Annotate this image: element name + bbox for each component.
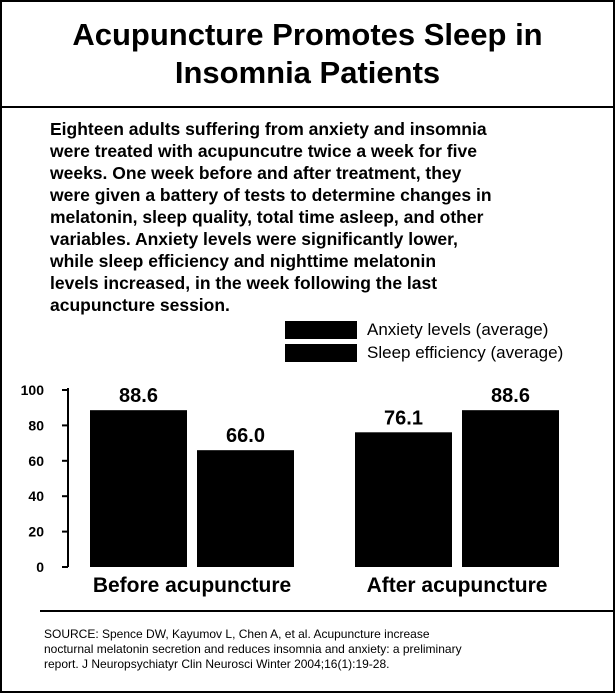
bar-anxiety-after [355, 432, 452, 567]
bar-sleep-efficiency-after [462, 410, 559, 567]
legend-label-anxiety: Anxiety levels (average) [367, 319, 549, 339]
bar-value-label: 76.1 [384, 407, 423, 430]
title-box [2, 2, 613, 108]
bar-anxiety-before [90, 410, 187, 567]
y-tick-label: 60 [28, 452, 44, 469]
legend-item-anxiety [285, 318, 563, 341]
y-tick-label: 100 [20, 382, 44, 398]
y-tick-label: 0 [36, 559, 44, 575]
chart-legend [285, 318, 563, 364]
title-line-1: Acupuncture Promotes Sleep in [72, 17, 543, 52]
legend-label-sleep-efficiency: Sleep efficiency (average) [367, 342, 564, 362]
legend-swatch-anxiety [285, 321, 357, 339]
description-line: while sleep efficiency and nighttime melatonin [50, 251, 437, 271]
description-line: acupuncture session. [50, 295, 230, 315]
source-divider [40, 610, 613, 612]
bar-value-label: 88.6 [119, 385, 158, 408]
description [50, 118, 570, 316]
x-category-label: After acupuncture [366, 574, 548, 597]
x-category-label: Before acupuncture [92, 574, 292, 597]
description-line: weeks. One week before and after treatment, they [50, 163, 462, 183]
bar-chart [0, 380, 615, 610]
source-citation [44, 627, 584, 672]
title-line-2: Insomnia Patients [174, 55, 441, 90]
legend-item-sleep-efficiency [285, 341, 563, 364]
description-line: levels increased, in the week following the last [50, 273, 438, 293]
source-line: SOURCE: Spence DW, Kayumov L, Chen A, et al. Acupuncture increase [44, 627, 430, 641]
source-line: nocturnal melatonin secretion and reduces insomnia and anxiety: a preliminary [44, 642, 462, 656]
description-line: were given a battery of tests to determine changes in [50, 185, 492, 205]
bar-sleep-efficiency-before [197, 450, 294, 567]
description-line: Eighteen adults suffering from anxiety and insomnia [50, 119, 487, 139]
description-line: melatonin, sleep quality, total time asleep, and other [50, 207, 484, 227]
description-line: variables. Anxiety levels were significantly lower, [50, 229, 458, 249]
bar-value-label: 66.0 [226, 425, 265, 448]
y-tick-label: 40 [28, 488, 44, 505]
y-tick-label: 80 [28, 417, 44, 434]
y-tick-label: 20 [28, 523, 44, 540]
bar-value-label: 88.6 [491, 385, 530, 408]
source-line: report. J Neuropsychiatyr Clin Neurosci Winter 2004;16(1):19-28. [44, 657, 390, 671]
legend-swatch-sleep-efficiency [285, 344, 357, 362]
description-line: were treated with acupuncutre twice a week for five [50, 141, 477, 161]
